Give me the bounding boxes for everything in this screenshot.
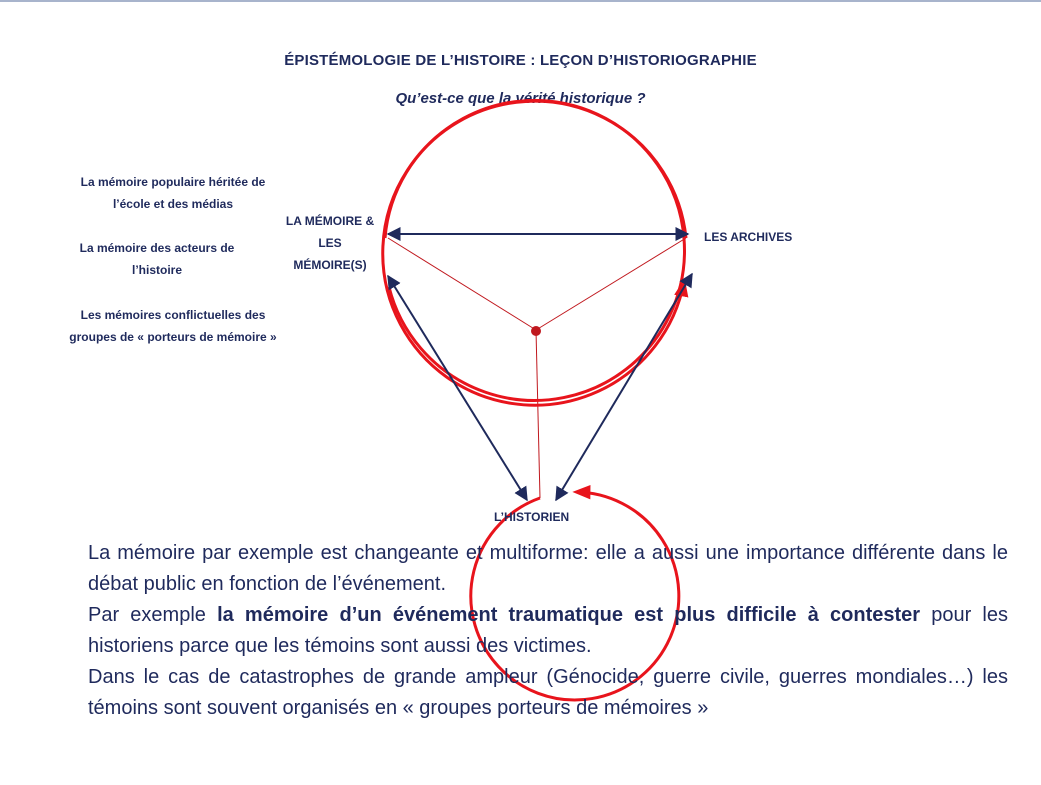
center-lines (388, 238, 686, 498)
node-label-historien: L’HISTORIEN (494, 510, 570, 524)
paragraph-3: Dans le cas de catastrophes de grande ampleur (Génocide, guerre civile, guerres mondiales…) les témoins sont souvent organisés en « groupes porteurs de mémoires » (88, 666, 1008, 719)
paragraph-2 (88, 600, 1008, 662)
arrow-historien-archives (556, 274, 692, 500)
line-center-to-historien (536, 330, 540, 498)
line-center-to-archives (536, 238, 686, 330)
center-dot (531, 326, 541, 336)
circle-memoire (385, 100, 684, 400)
paragraph-2-end: pour les historiens parce que les témoins sont aussi des victimes. (88, 604, 1008, 657)
arrow-historien-memoire (388, 276, 527, 500)
paragraph-2-emphasis: la mémoire d’un événement traumatique est plus difficile à contester (217, 604, 921, 626)
paragraph-1: La mémoire par exemple est changeante et multiforme: elle a aussi une importance différente dans le débat public en fonction de l’événement. (88, 542, 1008, 595)
explanation-text (88, 538, 1008, 724)
paragraph-2-start: Par exemple (88, 604, 218, 626)
memory-type-actors: La mémoire des acteurs de l’histoire (79, 241, 235, 277)
node-label-memoire: LA MÉMOIRE & LES MÉMOIRE(S) (285, 214, 375, 272)
page-subtitle: Qu’est-ce que la vérité historique ? (395, 90, 646, 107)
memory-type-popular: La mémoire populaire héritée de l’école et des médias (80, 175, 266, 211)
memory-type-conflictual: Les mémoires conflictuelles des groupes de « porteurs de mémoire » (69, 308, 277, 344)
page-title: ÉPISTÉMOLOGIE DE L’HISTOIRE : LEÇON D’HISTORIOGRAPHIE (284, 52, 757, 69)
node-label-archives: LES ARCHIVES (704, 230, 793, 244)
line-center-to-memoire (388, 238, 536, 330)
